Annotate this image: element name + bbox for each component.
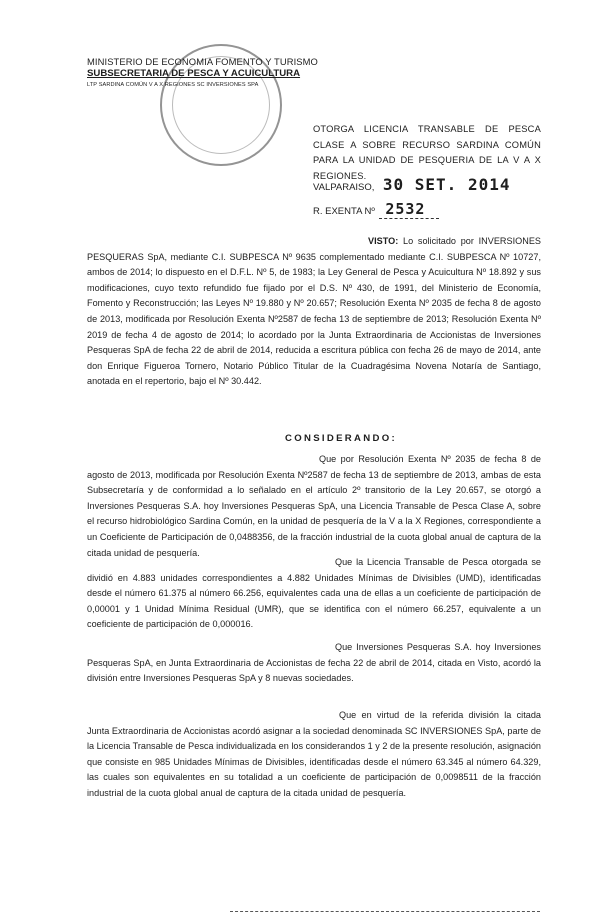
considerando-3: Que Inversiones Pesqueras S.A. hoy Inversiones Pesqueras SpA, en Junta Extraordinaria de Accionistas de fecha 22 de abril de 2014, citada en Visto, acordó la división entre Inversiones Pesqueras SpA y 8 nuevas sociedades. [87,642,541,684]
considerando-2: Que la Licencia Transable de Pesca otorgada se dividió en 4.883 unidades correspondientes a 4.882 Unidades Mínimas de Divisibles (UMD), identificadas desde el número 61.375 al número 66.256, equivalentes cada una de ellas a un coeficiente de participación de 0,00001 y 1 Unidad Mínima Residual (UMR), que se identifica con el número 66.257, equivalente a un coeficiente de participación de 0,000016. [87,557,541,630]
visto-keyword: VISTO: [368,236,399,246]
resolution-subject: OTORGA LICENCIA TRANSABLE DE PESCA CLASE A SOBRE RECURSO SARDINA COMÚN PARA LA UNIDAD DE PESQUERIA DE LA V A X REGIONES. [313,124,541,181]
footer-dashed-rule [230,911,540,912]
resolution-label: R. EXENTA Nº [313,206,375,217]
considerando-4: Que en virtud de la referida división la citada Junta Extraordinaria de Accionistas acordó asignar a la sociedad denominada SC INVERSIONES SpA, parte de la Licencia Transable de Pesca individualizada en los considerandos 1 y 2 de la presente resolución, asignación que consiste en 985 Unidades Mínimas de Divisibles, identificadas desde el número 63.345 al número 64.329, las cuales son equivalentes en su totalidad a un coeficiente de participación de 0,0098511 de la fracción industrial de la cuota global anual de captura de la citada unidad de pesquería. [87,710,541,798]
visto-text: Lo solicitado por INVERSIONES PESQUERAS SpA, mediante C.I. SUBPESCA Nº 9635 complementado mediante C.I. SUBPESCA Nº 10727, ambos de 2014; lo dispuesto en el D.F.L. Nº 5, de 1983; la Ley General de Pesca y Acuicultura Nº 18.892 y sus modificaciones, cuyo texto refundido fue fijado por el D.S. Nº 430, de 1991, del Ministerio de Economía, Fomento y Reconstrucción; las Leyes Nº 19.880 y Nº 20.657; Resolución Exenta Nº 2035 de fecha 8 de agosto de 2013, modificada por Resolución Exenta Nº2587 de fecha 13 de septiembre de 2013; Resolución Exenta Nº 2019 de fecha 4 de agosto de 2014; lo acordado por la Junta Extraordinaria de Accionistas de Inversiones Pesqueras SpA de fecha 22 de abril de 2014, reducida a escritura pública con fecha 26 de mayo de 2014, ante don Enrique Figueroa Tornero, Notario Público Titular de la Cuadragésima Novena Notaría de Santiago, anotada en el repertorio, bajo el Nº 30.442. [87,236,541,387]
reference-line: LTP SARDINA COMÚN V A X REGIONES SC INVERSIONES SPA [87,82,259,88]
resolution-number: 2532 [379,200,439,219]
dateline [313,175,510,195]
place-label: VALPARAISO, [313,182,375,193]
subsecretaria-name: SUBSECRETARIA DE PESCA Y ACUICULTURA [87,68,301,79]
date-stamp: 30 SET. 2014 [382,175,511,194]
letterhead [87,56,317,88]
considerando-heading: CONSIDERANDO: [285,433,397,444]
visto-paragraph [87,234,541,390]
considerando-1: Que por Resolución Exenta Nº 2035 de fecha 8 de agosto de 2013, modificada por Resolución Exenta Nº2587 de fecha 13 de septiembre de 2013, ambas de esta Subsecretaría y de conformidad a lo señalado en el artículo 2º transitorio de la Ley 20.657, se otorgó a Inversiones Pesqueras S.A. hoy Inversiones Pesqueras SpA, una Licencia Transable de Pesca Clase A, sobre el recurso hidrobiológico Sardina Común, en la unidad de pesquería de la V a la X Regiones, correspondiente a un Coeficiente de Participación de 0,0488356, de la fracción industrial de la cuota global anual de captura de la citada unidad de pesquería. [87,454,541,558]
ministry-name: MINISTERIO DE ECONOMIA FOMENTO Y TURISMO [87,56,318,67]
resolution-number-line [313,200,439,219]
